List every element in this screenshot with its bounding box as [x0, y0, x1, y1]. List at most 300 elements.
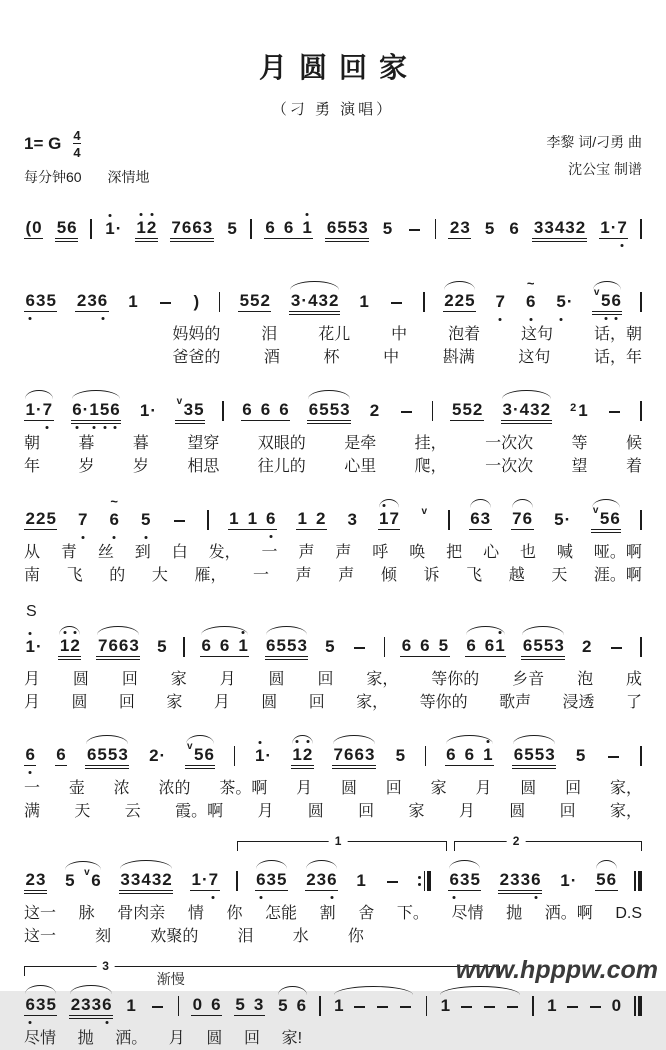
- note-token: [55, 745, 67, 766]
- lyric-group: 家，: [609, 780, 642, 797]
- note-digit: ·: [201, 870, 208, 889]
- lyric-group: 了: [625, 694, 642, 711]
- barline: [384, 637, 386, 657]
- lyric-group: 壶: [68, 780, 85, 797]
- note-digit: 2: [70, 636, 80, 656]
- note-digit: 3: [318, 291, 328, 310]
- octave-dot-high-icon: [486, 740, 489, 743]
- lyric-group: 这一: [24, 905, 57, 922]
- note-digit: 1: [238, 636, 248, 656]
- note-token: [238, 291, 271, 312]
- note-token: [58, 636, 81, 657]
- octave-dot-low-icon: [144, 536, 147, 539]
- note-token: [599, 218, 629, 239]
- lyric-group: 杯: [323, 349, 340, 366]
- credits-block: [546, 129, 642, 184]
- lyric-row-1: [172, 323, 642, 346]
- dash-note: [611, 647, 622, 649]
- note-digit: 6: [326, 218, 337, 237]
- note-digit: (: [25, 218, 32, 237]
- note-token: [546, 996, 623, 1016]
- note-token: [406, 229, 423, 239]
- note-digit: 1: [25, 637, 35, 657]
- octave-dot-low-icon: [93, 426, 96, 429]
- lyric-group: 圆: [206, 1030, 223, 1047]
- note-digit: 5: [484, 219, 495, 238]
- note-digit: 5: [596, 870, 606, 889]
- lyric-group: 月: [168, 1030, 185, 1047]
- note-digit: 5: [278, 996, 288, 1015]
- lyric-group: 越: [508, 567, 525, 584]
- watermark: www.hpppw.com: [455, 956, 658, 984]
- lyric-group: 怎能: [265, 905, 298, 922]
- note-digit: 2: [316, 509, 326, 528]
- lyric-group: 回: [565, 780, 582, 797]
- note-token: [191, 995, 222, 1016]
- lyric-group: 暮: [78, 435, 95, 452]
- lyric-group: 挂，: [414, 435, 447, 452]
- dash-note: [590, 1006, 601, 1008]
- lyric-group: 圆: [72, 671, 89, 688]
- note-token: [605, 756, 622, 766]
- note-token: [277, 996, 308, 1016]
- octave-dot-low-icon: [560, 318, 563, 321]
- note-digit: 7: [389, 509, 399, 528]
- note-digit: 5: [382, 219, 393, 238]
- note-digit: ·: [82, 400, 89, 419]
- dash-note: [608, 756, 619, 758]
- octave-dot-high-icon: [108, 214, 111, 217]
- note-token: [592, 287, 623, 312]
- note-digit: 3: [130, 870, 141, 889]
- time-denominator: 4: [73, 145, 81, 160]
- lyric-group: 抛: [506, 905, 523, 922]
- note-token: [608, 647, 625, 657]
- note-digit: 3: [35, 870, 46, 889]
- note-token: [559, 871, 578, 891]
- music-system-1: [24, 203, 642, 250]
- note-digit: 1: [297, 509, 308, 528]
- lyric-group: 声: [298, 544, 315, 561]
- note-digit: 3: [502, 400, 512, 419]
- note-digit: 5: [451, 400, 462, 419]
- note-token: [524, 276, 536, 312]
- octave-dot-low-icon: [75, 426, 78, 429]
- lyric-group: 成: [625, 671, 642, 688]
- note-token: [448, 870, 481, 891]
- lyric-group: 洒。啊: [544, 905, 593, 922]
- note-digit: 1: [547, 996, 557, 1015]
- lyric-group: 回: [243, 1030, 260, 1047]
- lyric-group: 脉: [78, 905, 95, 922]
- lyric-group: 回: [385, 780, 402, 797]
- volta-label: 3: [96, 959, 115, 973]
- lyric-group: 斟满: [442, 349, 475, 366]
- note-digit: 3: [480, 509, 491, 528]
- volta-label: 1: [329, 834, 348, 848]
- time-numerator: 4: [73, 128, 81, 143]
- lyric-group: 回: [317, 671, 334, 688]
- barline: [640, 401, 642, 421]
- octave-dot-low-icon: [604, 317, 607, 320]
- lyric-group: 家: [166, 694, 183, 711]
- note-digit: 1: [578, 401, 588, 420]
- note-token: [439, 996, 520, 1016]
- note-token: [24, 637, 43, 657]
- note-digit: 6: [256, 870, 266, 890]
- barline: [178, 996, 180, 1016]
- dash-note: [152, 1006, 163, 1008]
- note-digit: 6: [108, 636, 118, 655]
- note-token: [125, 996, 137, 1016]
- note-digit: 2: [472, 400, 483, 419]
- lyric-group: 朝: [24, 435, 41, 452]
- note-digit: 6: [97, 291, 107, 311]
- barline: [250, 219, 252, 239]
- lyric-group: 南: [24, 567, 41, 584]
- song-title: 月圆回家: [258, 52, 419, 83]
- note-digit: 6: [25, 291, 35, 311]
- note-token: [591, 505, 622, 530]
- note-token: [24, 745, 36, 766]
- lyric-group: 双眼的: [257, 435, 306, 452]
- lyric-group: 声: [335, 544, 352, 561]
- lyric-row-2: [24, 800, 642, 823]
- note-digit: 5: [157, 637, 167, 656]
- note-digit: 6: [344, 745, 354, 764]
- note-token: [368, 401, 380, 421]
- note-digit: 5: [533, 636, 543, 655]
- note-digit: 3: [91, 995, 102, 1014]
- lyric-group: 涯。啊: [593, 567, 642, 584]
- note-digit: 6: [354, 745, 364, 764]
- dash-note: [507, 1006, 518, 1008]
- note-digit: 5: [554, 510, 564, 529]
- note-token: [138, 401, 157, 421]
- barline: [423, 292, 425, 312]
- note-digit: 2: [149, 746, 159, 765]
- notes-row: [24, 730, 642, 777]
- note-digit: 5: [250, 291, 260, 310]
- note-digit: 6: [308, 400, 319, 419]
- octave-dot-low-icon: [29, 1021, 32, 1024]
- lyric-group: 唤: [409, 544, 426, 561]
- note-digit: 5: [524, 745, 534, 764]
- note-digit: ·: [159, 746, 166, 765]
- lyric-group: 一次次: [485, 458, 534, 475]
- lyric-group: 呼: [372, 544, 389, 561]
- note-digit: 5: [534, 745, 545, 764]
- lyric-group: 你: [226, 905, 243, 922]
- note-digit: 2: [582, 637, 592, 656]
- note-token: [532, 218, 586, 239]
- note-token: [264, 218, 313, 239]
- note-token: [139, 510, 151, 530]
- octave-dot-high-icon: [382, 504, 385, 507]
- lyric-group: 月: [24, 694, 41, 711]
- lyric-group: 等: [571, 435, 588, 452]
- lyric-group: 圆: [520, 780, 537, 797]
- note-digit: 3: [544, 218, 554, 237]
- lyric-group: 家，: [366, 671, 399, 688]
- note-token: [346, 510, 358, 530]
- octave-dot-low-icon: [29, 317, 32, 320]
- note-digit: 2: [25, 509, 35, 528]
- note-token: [508, 219, 520, 239]
- note-token: [241, 400, 290, 421]
- note-digit: 6: [449, 870, 459, 890]
- dash-note: [567, 1006, 578, 1008]
- key-label: 1= G: [24, 134, 62, 153]
- volta-bracket-2: [454, 834, 642, 851]
- lyric-group: 家: [430, 780, 447, 797]
- barline: [426, 996, 428, 1016]
- lyric-group: 到: [134, 544, 151, 561]
- lyric-group: 泪: [237, 928, 254, 945]
- note-digit: 3: [183, 400, 194, 419]
- dash-note: [609, 411, 620, 413]
- note-token: [24, 218, 43, 239]
- note-digit: 5: [194, 400, 204, 419]
- note-token: [127, 292, 139, 312]
- lyric-group: 回: [308, 694, 325, 711]
- lyric-group: 刻: [95, 928, 112, 945]
- octave-dot-low-icon: [499, 318, 502, 321]
- note-token: [521, 636, 565, 657]
- mordent-icon: ~: [526, 276, 535, 291]
- note-digit: 1: [334, 996, 344, 1015]
- note-digit: 5: [65, 871, 75, 890]
- note-digit: ·: [35, 637, 42, 656]
- lyric-row-1: [24, 668, 642, 691]
- lyric-group: 割: [319, 905, 336, 922]
- notes-row: [24, 855, 642, 902]
- note-token: [185, 741, 216, 766]
- note-token: [448, 218, 471, 239]
- note-digit: 7: [77, 510, 87, 530]
- note-digit: 1: [254, 746, 264, 766]
- note-digit: 2: [306, 870, 316, 889]
- dash-note: [174, 520, 185, 522]
- note-digit: 5: [277, 870, 287, 889]
- lyric-group: 话，朝: [593, 326, 642, 343]
- note-digit: 6: [260, 400, 271, 419]
- note-digit: 6: [296, 996, 307, 1015]
- note-token: [149, 1006, 166, 1016]
- mordent-icon: ~: [110, 494, 118, 509]
- note-digit: 1: [126, 996, 136, 1015]
- note-digit: 6: [102, 995, 112, 1015]
- note-token: [253, 746, 272, 766]
- lyric-group: 中: [391, 326, 408, 343]
- lyric-group: 大: [151, 567, 168, 584]
- breath-mark-icon: v: [593, 287, 600, 298]
- note-token: [119, 870, 173, 891]
- note-digit: 7: [617, 218, 627, 238]
- note-token: [228, 509, 277, 530]
- note-digit: 1: [139, 401, 150, 420]
- lyric-group: 倾: [380, 567, 397, 584]
- meta-row: [24, 129, 642, 187]
- note-digit: 1: [229, 509, 239, 528]
- note-token: [76, 510, 88, 530]
- lyric-group: 回: [118, 694, 135, 711]
- lyric-group: 酒: [263, 349, 280, 366]
- barline: [435, 219, 437, 239]
- barline: [234, 746, 236, 766]
- note-digit: 1: [25, 400, 35, 419]
- final-barline: [634, 996, 642, 1016]
- lyric-group: 乡音: [512, 671, 545, 688]
- notes-row: [24, 494, 642, 541]
- lyric-group: 把: [446, 544, 463, 561]
- note-digit: 6: [192, 218, 202, 237]
- lyric-row-1: [24, 777, 642, 800]
- dash-note: [391, 302, 402, 304]
- note-token: [483, 219, 495, 239]
- note-digit: 2: [444, 291, 454, 310]
- note-digit: 5: [337, 218, 347, 237]
- note-token: [494, 292, 506, 312]
- lyric-group: 歌声: [499, 694, 532, 711]
- lyric-group: 妈妈的: [172, 326, 221, 343]
- note-token: [420, 506, 430, 530]
- note-digit: 5: [556, 292, 566, 312]
- lyric-group: 暮: [132, 435, 149, 452]
- notes-row: [24, 980, 642, 1027]
- lyric-group: 圆: [268, 671, 285, 688]
- lyric-group: 着: [625, 458, 642, 475]
- note-digit: 6: [327, 870, 337, 890]
- barline: [640, 746, 642, 766]
- performer-line: （刁 勇 演唱）: [271, 101, 395, 118]
- lyric-group: 泡着: [448, 326, 481, 343]
- octave-dot-high-icon: [140, 213, 143, 216]
- note-digit: 5: [46, 509, 56, 528]
- octave-dot-low-icon: [101, 317, 104, 320]
- lyric-group: 从: [24, 544, 41, 561]
- note-digit: 2: [260, 291, 270, 310]
- note-digit: 1: [191, 870, 201, 889]
- note-token: [388, 302, 405, 312]
- note-digit: 0: [32, 218, 42, 237]
- lyric-group: 爬，: [414, 458, 447, 475]
- dash-note: [400, 1006, 411, 1008]
- note-digit: 5: [286, 636, 297, 655]
- volta-row: [24, 834, 642, 855]
- segno-mark: S: [26, 603, 37, 620]
- volta-bracket-1: [237, 834, 447, 851]
- note-digit: 1: [495, 636, 505, 656]
- note-digit: 3: [565, 218, 575, 237]
- notes-row: [24, 203, 642, 250]
- lyric-group: 骨肉亲: [117, 905, 166, 922]
- note-digit: 6: [513, 745, 524, 764]
- lyric-group: 尽情: [451, 905, 484, 922]
- note-digit: 1: [440, 996, 451, 1015]
- note-digit: 6: [420, 636, 430, 655]
- tempo-line: [24, 167, 149, 187]
- note-token: [135, 218, 158, 239]
- note-token: [325, 218, 369, 239]
- note-digit: ·: [570, 871, 577, 890]
- key-tempo-block: [24, 129, 149, 187]
- octave-dot-low-icon: [105, 1021, 108, 1024]
- note-token: [24, 291, 57, 312]
- note-digit: 6: [67, 218, 77, 237]
- octave-dot-low-icon: [330, 896, 333, 899]
- note-token: [226, 219, 238, 239]
- note-token: [606, 411, 623, 421]
- lyric-group: 圆: [340, 780, 357, 797]
- lyric-group: 圆: [509, 803, 526, 820]
- lyric-group: 白: [171, 544, 188, 561]
- note-token: [289, 291, 340, 312]
- lyric-group: 哑。啊: [593, 544, 642, 561]
- music-system-3: [24, 385, 642, 478]
- note-digit: 5: [107, 745, 118, 764]
- note-digit: 6: [470, 509, 480, 528]
- octave-dot-high-icon: [242, 631, 245, 634]
- note-digit: ·: [301, 291, 308, 310]
- note-digit: 3: [253, 995, 264, 1014]
- lyric-group: 浸透: [562, 694, 595, 711]
- final-barline: [634, 871, 642, 891]
- octave-dot-low-icon: [259, 896, 262, 899]
- notation-credit: 沈公宝 制谱: [568, 161, 642, 178]
- note-digit: 3: [266, 870, 276, 889]
- metronome-label: 每分钟60: [24, 169, 82, 185]
- lyric-group: 尽情: [24, 1030, 57, 1047]
- octave-dot-low-icon: [621, 244, 624, 247]
- lyric-group: 家，: [609, 803, 642, 820]
- note-digit: 2: [70, 995, 81, 1014]
- note-digit: 3: [35, 995, 46, 1014]
- lyric-group: 你: [347, 928, 364, 945]
- octave-dot-low-icon: [534, 896, 537, 899]
- note-digit: 3: [290, 291, 301, 310]
- octave-dot-low-icon: [81, 536, 84, 539]
- note-digit: 6: [446, 745, 456, 764]
- lyric-group: 天: [551, 567, 568, 584]
- note-digit: 3: [340, 400, 350, 419]
- octave-dot-low-icon: [269, 535, 272, 538]
- note-digit: 6: [211, 995, 221, 1014]
- barline: [222, 401, 224, 421]
- note-digit: 6 ~: [109, 510, 119, 530]
- note-digit: 6: [25, 995, 35, 1015]
- note-digit: 3: [81, 995, 91, 1014]
- note-token: [358, 292, 370, 312]
- lyric-group: 也: [519, 544, 536, 561]
- note-digit: 1: [136, 218, 146, 238]
- note-digit: 3: [347, 510, 357, 529]
- lyric-group: 一: [24, 780, 41, 797]
- barline: [90, 219, 92, 239]
- note-digit: 5: [235, 995, 245, 1014]
- lyric-group: 圆: [307, 803, 324, 820]
- lyric-group: D.S: [615, 905, 642, 922]
- lyric-group: 雁，: [194, 567, 227, 584]
- barline: [640, 219, 642, 239]
- note-digit: 6: [110, 400, 120, 420]
- octave-dot-high-icon: [498, 631, 501, 634]
- lyric-group: 往儿的: [257, 458, 306, 475]
- note-digit: 6: [266, 509, 276, 529]
- note-token: [384, 881, 401, 891]
- note-token: [305, 870, 338, 891]
- note-digit: 6 ~: [525, 292, 535, 312]
